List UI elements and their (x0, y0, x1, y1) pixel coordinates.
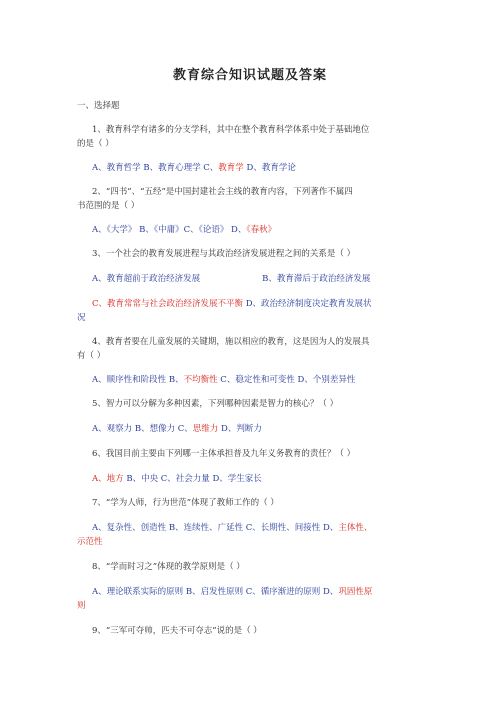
question-2-stem-line-1: 2、“四书”、“五经”是中国封建社会主线的教育内容，下列著作不属四 (92, 187, 353, 197)
section-heading: 一、选择题 (77, 101, 120, 111)
question-8-options (92, 586, 442, 599)
question-4-option-text-2: C、稳定性和可变性 D、个别差异性 (217, 375, 356, 385)
question-7-answer-cont-text: 示范性 (77, 537, 103, 547)
document-title: 教育综合知识试题及答案 (172, 68, 327, 83)
question-8-answer: 巩固性原 (338, 587, 373, 597)
question-4-option-text: A、顺序性和阶段性 B、 (92, 375, 184, 385)
question-3-options-row-2 (92, 298, 442, 311)
question-1-stem-line-2: 的是（ ） (77, 139, 114, 149)
question-4-stem-line-2: 有（ ） (77, 351, 106, 361)
question-5-answer: 思维力 (192, 424, 219, 434)
question-4-stem-line-1: 4、教育者要在儿童发展的关键期，施以相应的教育，这是因为人的发展具 (92, 337, 370, 347)
question-8-option-text: A、理论联系实际的原则 B、启发性原则 C、循序渐进的原则 D、 (92, 587, 339, 597)
question-3-option-d-cont (77, 312, 427, 325)
question-1-options (92, 162, 442, 175)
question-2-stem-line-2: 书范围的是（ ） (77, 201, 140, 211)
question-1-option-text-2: D、教育学论 (243, 163, 296, 173)
question-8-answer-cont (77, 600, 427, 613)
question-3-option-b: B、教育滞后于政治经济发展 (262, 274, 371, 284)
question-7-options (92, 522, 442, 535)
question-3-option-d: D、政治经济制度决定教育发展状 (243, 299, 372, 309)
question-7-stem: 7、“学为人师，行为世范”体现了教师工作的（ ） (92, 498, 279, 508)
question-2-option-text: A、《大学》 B、《中庸》C、《论语》 D、 (92, 225, 247, 235)
question-6-options (92, 473, 442, 486)
question-8-answer-cont-text: 则 (77, 601, 86, 611)
question-4-options (92, 374, 442, 387)
question-5-option-text: A、观察力 B、想像力 C、 (92, 424, 193, 434)
question-2-answer: 《春秋》 (246, 225, 277, 235)
question-7-answer-cont (77, 536, 427, 549)
question-1-option-text: A、教育哲学 B、教育心理学 C、 (92, 163, 219, 173)
question-5-stem: 5、智力可以分解为多种因素，下列哪种因素是智力的核心？（ ） (92, 399, 339, 409)
question-6-option-text: B、中央 C、社会力量 D、学生家长 (123, 474, 262, 484)
question-7-option-text: A、复杂性、创造性 B、连续性、广延性 C、长期性、间接性 D、 (92, 523, 339, 533)
question-5-option-text-2: D、判断力 (218, 424, 262, 434)
question-1-stem-line-1: 1、教育科学有诸多的分支学科，其中在整个教育科学体系中处于基础地位 (92, 125, 370, 135)
question-2-options (92, 224, 442, 237)
question-6-stem: 6、我国目前主要由下列哪一主体承担普及九年义务教育的责任？（ ） (92, 449, 356, 459)
question-3-stem: 3、一个社会的教育发展进程与其政治经济发展进程之间的关系是（ ） (92, 249, 356, 259)
question-3-option-d-cont-text: 况 (77, 313, 86, 323)
question-7-answer: 主体性、 (338, 523, 373, 533)
question-6-answer: A、地方 (92, 474, 124, 484)
question-9-stem: 9、“三军可夺帅，匹夫不可夺志”说的是（ ） (92, 626, 262, 636)
question-5-options (92, 423, 442, 436)
question-3-answer: C、教育常常与社会政治经济发展不平衡 (92, 299, 244, 309)
question-1-answer: 教育学 (218, 163, 244, 173)
question-4-answer: 不均衡性 (183, 375, 218, 385)
question-3-option-a: A、教育超前于政治经济发展 (92, 274, 201, 284)
question-8-stem: 8、“学而时习之”体现的教学原则是（ ） (92, 562, 245, 572)
question-3-options-row-1 (92, 273, 442, 286)
